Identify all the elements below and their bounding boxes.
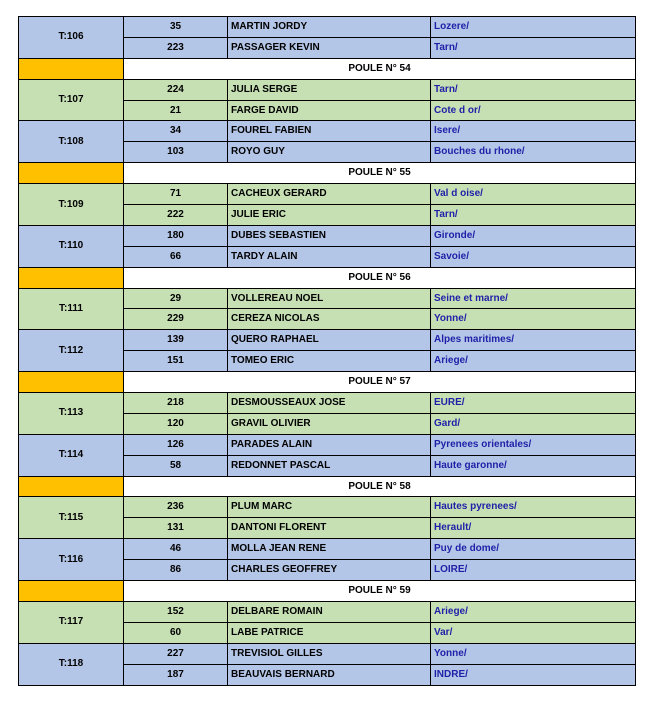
player-name: FOUREL FABIEN	[228, 121, 431, 142]
table-number: T:106	[19, 17, 124, 59]
player-name: JULIE ERIC	[228, 205, 431, 226]
player-name: DELBARE ROMAIN	[228, 601, 431, 622]
table-number: T:113	[19, 393, 124, 435]
player-number: 71	[124, 184, 228, 205]
player-name: DANTONI FLORENT	[228, 518, 431, 539]
player-name: REDONNET PASCAL	[228, 455, 431, 476]
poule-marker	[19, 267, 124, 288]
player-number: 152	[124, 601, 228, 622]
draw-table-body	[19, 17, 636, 686]
player-name: VOLLEREAU NOEL	[228, 288, 431, 309]
player-number: 34	[124, 121, 228, 142]
player-row	[19, 17, 636, 38]
poule-marker	[19, 372, 124, 393]
player-department: INDRE/	[431, 664, 636, 685]
player-number: 46	[124, 539, 228, 560]
player-department: Lozere/	[431, 17, 636, 38]
player-department: Yonne/	[431, 643, 636, 664]
player-number: 224	[124, 79, 228, 100]
table-number: T:117	[19, 601, 124, 643]
poule-row	[19, 581, 636, 602]
table-number: T:116	[19, 539, 124, 581]
player-name: TARDY ALAIN	[228, 246, 431, 267]
player-department: Alpes maritimes/	[431, 330, 636, 351]
player-number: 35	[124, 17, 228, 38]
table-number: T:110	[19, 225, 124, 267]
player-department: Yonne/	[431, 309, 636, 330]
player-row	[19, 121, 636, 142]
player-row	[19, 539, 636, 560]
player-name: DESMOUSSEAUX JOSE	[228, 393, 431, 414]
poule-title: POULE N° 57	[124, 372, 636, 393]
player-department: Cote d or/	[431, 100, 636, 121]
player-department: Val d oise/	[431, 184, 636, 205]
player-number: 29	[124, 288, 228, 309]
poule-title: POULE N° 54	[124, 58, 636, 79]
player-number: 21	[124, 100, 228, 121]
player-row	[19, 330, 636, 351]
player-number: 236	[124, 497, 228, 518]
player-name: MOLLA JEAN RENE	[228, 539, 431, 560]
poule-row	[19, 267, 636, 288]
player-row	[19, 434, 636, 455]
player-number: 227	[124, 643, 228, 664]
player-name: FARGE DAVID	[228, 100, 431, 121]
player-name: LABE PATRICE	[228, 622, 431, 643]
player-row	[19, 643, 636, 664]
player-department: Tarn/	[431, 37, 636, 58]
player-row	[19, 393, 636, 414]
player-row	[19, 184, 636, 205]
player-department: Ariege/	[431, 601, 636, 622]
player-name: CACHEUX GERARD	[228, 184, 431, 205]
player-number: 86	[124, 560, 228, 581]
poule-title: POULE N° 56	[124, 267, 636, 288]
player-name: DUBES SEBASTIEN	[228, 225, 431, 246]
player-department: Haute garonne/	[431, 455, 636, 476]
player-number: 60	[124, 622, 228, 643]
poule-marker	[19, 581, 124, 602]
table-number: T:108	[19, 121, 124, 163]
player-department: Seine et marne/	[431, 288, 636, 309]
player-department: EURE/	[431, 393, 636, 414]
table-number: T:109	[19, 184, 124, 226]
player-row	[19, 601, 636, 622]
draw-table	[18, 16, 636, 686]
player-department: Hautes pyrenees/	[431, 497, 636, 518]
player-name: JULIA SERGE	[228, 79, 431, 100]
player-department: Pyrenees orientales/	[431, 434, 636, 455]
player-name: ROYO GUY	[228, 142, 431, 163]
table-number: T:115	[19, 497, 124, 539]
player-department: Puy de dome/	[431, 539, 636, 560]
player-department: Bouches du rhone/	[431, 142, 636, 163]
player-number: 187	[124, 664, 228, 685]
draw-sheet	[18, 16, 635, 686]
poule-row	[19, 372, 636, 393]
player-name: CHARLES GEOFFREY	[228, 560, 431, 581]
player-number: 222	[124, 205, 228, 226]
player-department: LOIRE/	[431, 560, 636, 581]
poule-marker	[19, 476, 124, 497]
table-number: T:118	[19, 643, 124, 685]
player-name: CEREZA NICOLAS	[228, 309, 431, 330]
player-department: Gironde/	[431, 225, 636, 246]
player-number: 131	[124, 518, 228, 539]
player-name: PLUM MARC	[228, 497, 431, 518]
player-name: TOMEO ERIC	[228, 351, 431, 372]
player-department: Savoie/	[431, 246, 636, 267]
player-number: 151	[124, 351, 228, 372]
player-row	[19, 79, 636, 100]
player-number: 120	[124, 413, 228, 434]
player-row	[19, 225, 636, 246]
player-number: 139	[124, 330, 228, 351]
player-department: Tarn/	[431, 205, 636, 226]
player-name: MARTIN JORDY	[228, 17, 431, 38]
player-row	[19, 497, 636, 518]
player-name: GRAVIL OLIVIER	[228, 413, 431, 434]
player-number: 66	[124, 246, 228, 267]
player-row	[19, 288, 636, 309]
player-number: 58	[124, 455, 228, 476]
poule-row	[19, 476, 636, 497]
player-department: Isere/	[431, 121, 636, 142]
poule-title: POULE N° 58	[124, 476, 636, 497]
player-name: PARADES ALAIN	[228, 434, 431, 455]
player-department: Var/	[431, 622, 636, 643]
poule-marker	[19, 163, 124, 184]
poule-row	[19, 163, 636, 184]
player-number: 180	[124, 225, 228, 246]
poule-title: POULE N° 59	[124, 581, 636, 602]
table-number: T:111	[19, 288, 124, 330]
player-number: 223	[124, 37, 228, 58]
player-number: 229	[124, 309, 228, 330]
table-number: T:114	[19, 434, 124, 476]
table-number: T:112	[19, 330, 124, 372]
player-department: Gard/	[431, 413, 636, 434]
poule-row	[19, 58, 636, 79]
poule-title: POULE N° 55	[124, 163, 636, 184]
player-department: Herault/	[431, 518, 636, 539]
player-number: 126	[124, 434, 228, 455]
table-number: T:107	[19, 79, 124, 121]
player-name: QUERO RAPHAEL	[228, 330, 431, 351]
player-name: BEAUVAIS BERNARD	[228, 664, 431, 685]
player-department: Tarn/	[431, 79, 636, 100]
poule-marker	[19, 58, 124, 79]
player-number: 218	[124, 393, 228, 414]
player-name: PASSAGER KEVIN	[228, 37, 431, 58]
player-department: Ariege/	[431, 351, 636, 372]
player-number: 103	[124, 142, 228, 163]
player-name: TREVISIOL GILLES	[228, 643, 431, 664]
